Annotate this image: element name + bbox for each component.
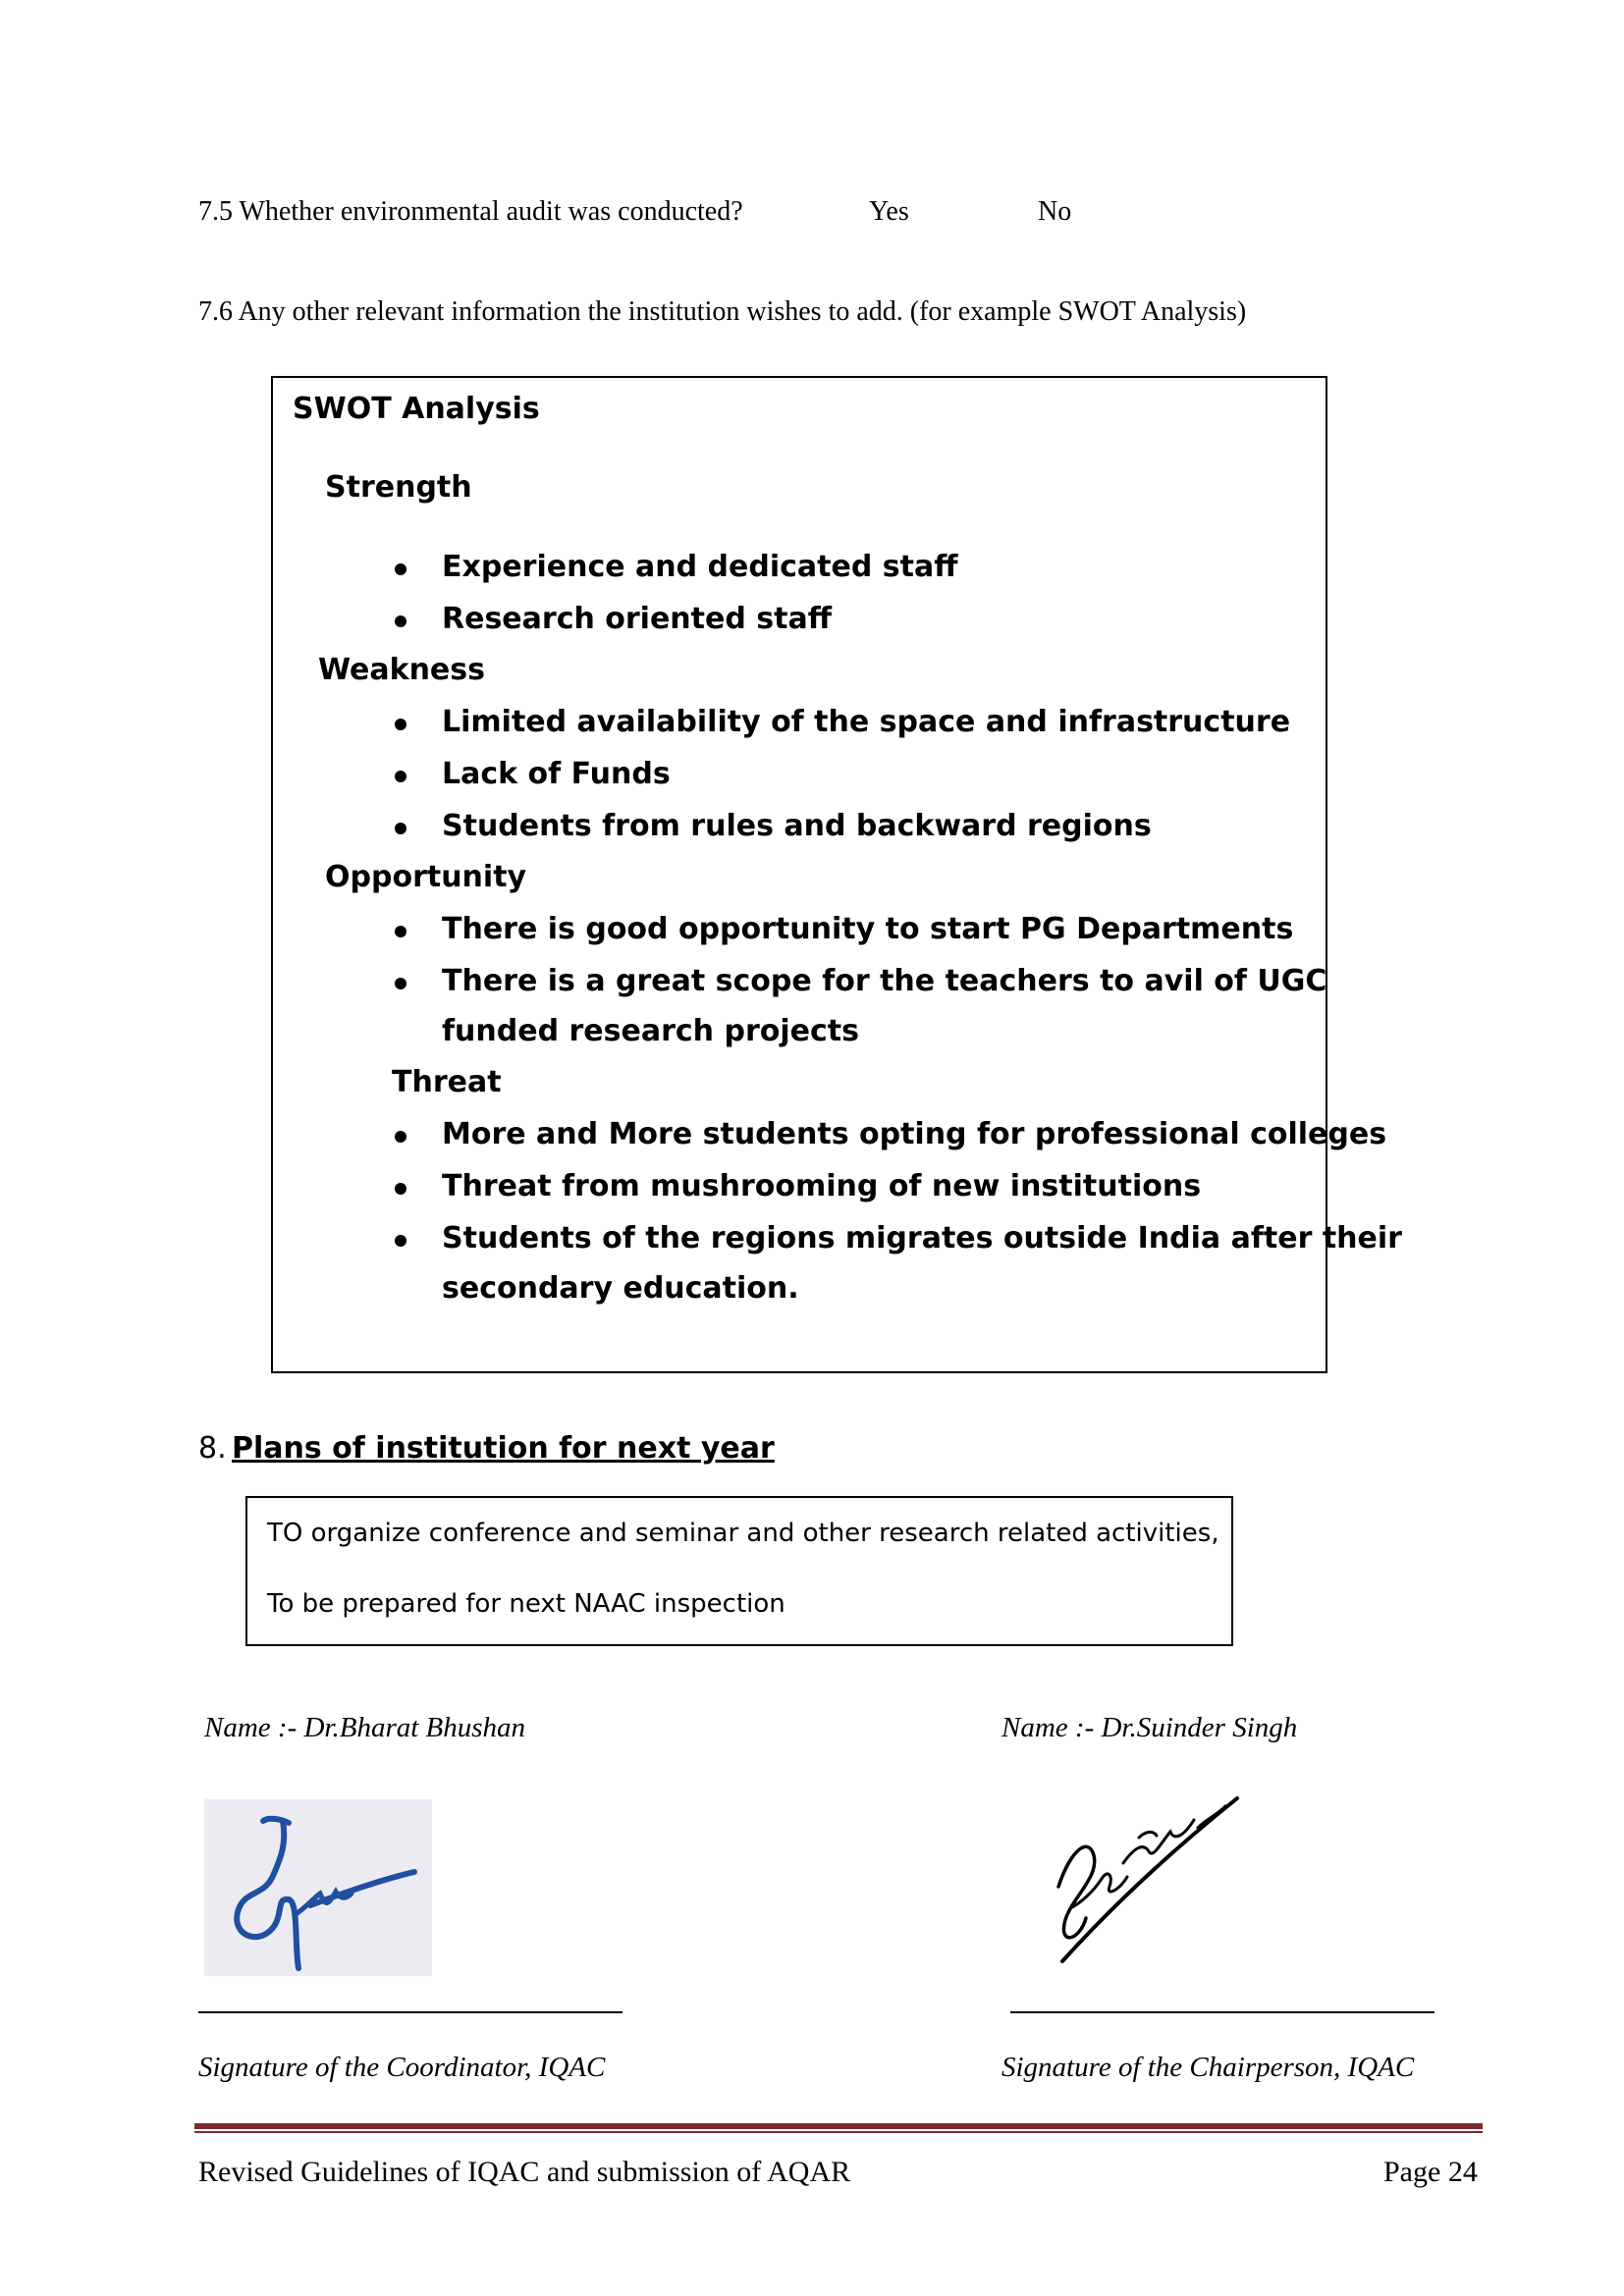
opportunity-item: There is a great scope for the teachers to avil of UGC <box>442 964 1327 998</box>
footer-title: Revised Guidelines of IQAC and submission of AQAR <box>198 2156 851 2188</box>
strength-item: Experience and dedicated staff <box>442 550 958 584</box>
strength-heading: Strength <box>325 470 472 505</box>
plans-line: To be prepared for next NAAC inspection <box>267 1589 785 1619</box>
threat-item: Students of the regions migrates outside India after their <box>442 1221 1402 1255</box>
footer-rule <box>194 2123 1483 2129</box>
bullet <box>395 615 406 627</box>
plans-line: TO organize conference and seminar and other research related activities, <box>267 1519 1219 1548</box>
strength-item: Research oriented staff <box>442 602 833 636</box>
answer-yes: Yes <box>869 196 909 227</box>
coordinator-name: Name :- Dr.Bharat Bhushan <box>204 1712 526 1743</box>
question-7-6: 7.6 Any other relevant information the institution wishes to add. (for example SWOT Analysis) <box>198 296 1247 327</box>
footer-rule-thin <box>194 2131 1483 2133</box>
bullet <box>395 926 406 937</box>
weakness-item: Lack of Funds <box>442 757 671 791</box>
threat-item-continued: secondary education. <box>442 1271 799 1306</box>
threat-item: More and More students opting for professional colleges <box>442 1117 1387 1151</box>
opportunity-heading: Opportunity <box>325 860 527 894</box>
weakness-heading: Weakness <box>318 653 485 687</box>
plans-number: 8. <box>198 1431 227 1466</box>
chairperson-signature-line <box>1010 2011 1435 2013</box>
chairperson-caption: Signature of the Chairperson, IQAC <box>1001 2052 1415 2083</box>
bullet <box>395 1235 406 1247</box>
opportunity-item: There is good opportunity to start PG Departments <box>442 912 1294 946</box>
coordinator-signature-line <box>198 2011 623 2013</box>
bullet <box>395 1131 406 1143</box>
chairperson-name: Name :- Dr.Suinder Singh <box>1001 1712 1298 1743</box>
coordinator-signature <box>204 1799 432 1976</box>
bullet <box>395 771 406 782</box>
question-7-5: 7.5 Whether environmental audit was conducted? <box>198 196 743 227</box>
signature-icon <box>1041 1792 1247 1979</box>
swot-title: SWOT Analysis <box>293 392 540 426</box>
bullet <box>395 563 406 575</box>
answer-no: No <box>1038 196 1072 227</box>
bullet <box>395 823 406 834</box>
bullet <box>395 719 406 730</box>
signature-icon <box>204 1799 432 1976</box>
coordinator-caption: Signature of the Coordinator, IQAC <box>198 2052 606 2083</box>
weakness-item: Limited availability of the space and infrastructure <box>442 705 1291 739</box>
weakness-item: Students from rules and backward regions <box>442 809 1152 843</box>
opportunity-item-continued: funded research projects <box>442 1014 859 1048</box>
page-number: Page 24 <box>1383 2156 1478 2188</box>
plans-heading: Plans of institution for next year <box>232 1431 775 1466</box>
threat-item: Threat from mushrooming of new institutions <box>442 1169 1202 1203</box>
threat-heading: Threat <box>392 1065 502 1099</box>
bullet <box>395 1183 406 1195</box>
chairperson-signature <box>1041 1792 1247 1979</box>
bullet <box>395 978 406 989</box>
